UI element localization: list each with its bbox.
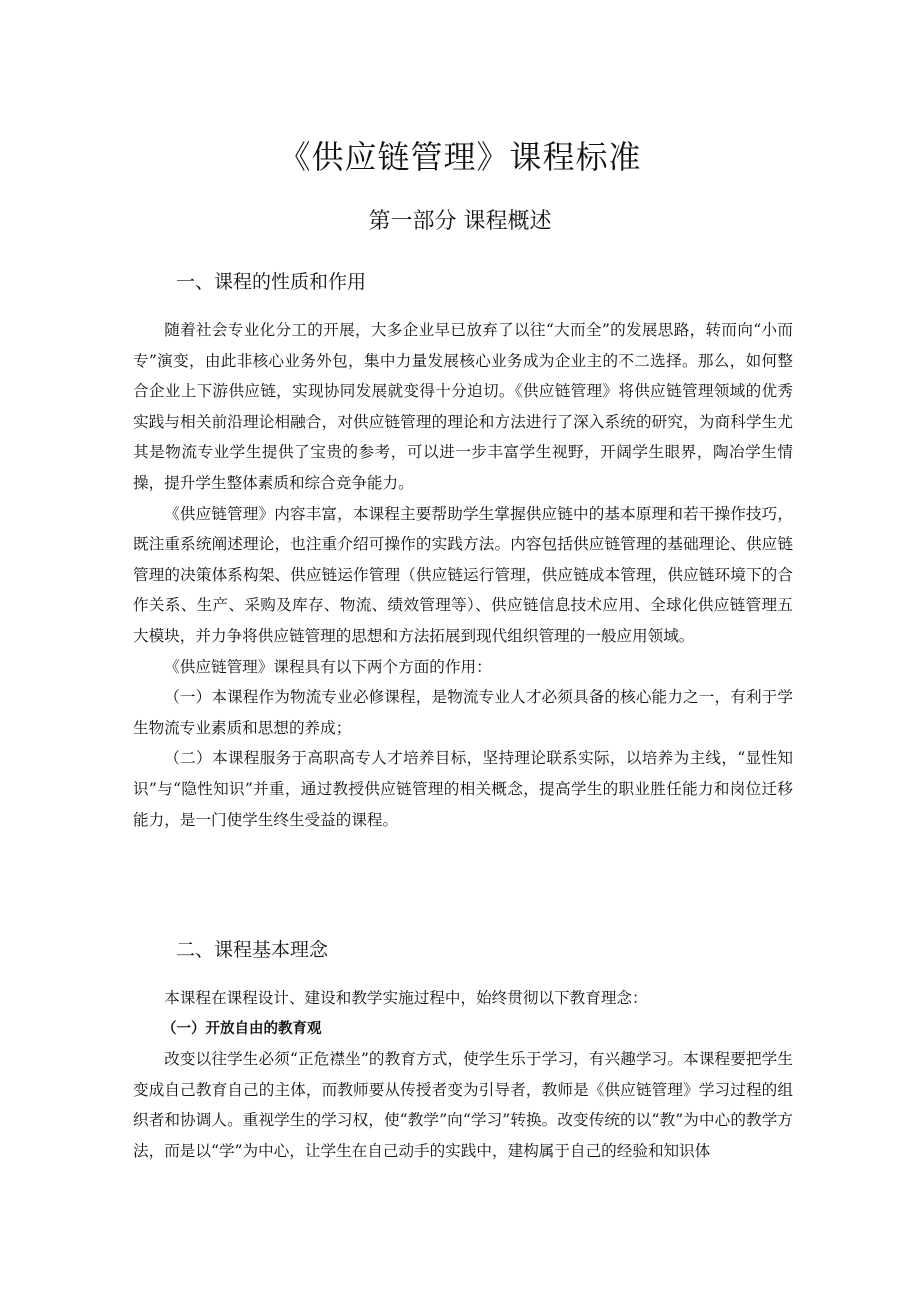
subheading-open-education: （一）开放自由的教育观 [162, 1020, 322, 1037]
section-body-nature [133, 315, 793, 835]
paragraph: （二）本课程服务于高职高专人才培养目标，坚持理论联系实际，以培养为主线，“显性知识”与“隐性知识”并重，通过教授供应链管理的相关概念，提高学生的职业胜任能力和岗位迁移能力，是一门使学生终生受益的课程。 [133, 749, 793, 829]
paragraph: （一）本课程作为物流专业必修课程，是物流专业人才必须具备的核心能力之一，有利于学生物流专业素质和思想的养成； [133, 688, 793, 737]
section-heading-philosophy: 二、课程基本理念 [176, 939, 329, 961]
section-body-philosophy [133, 983, 793, 1167]
paragraph: 随着社会专业化分工的开展，大多企业早已放弃了以往“大而全”的发展思路，转而向“小而专”演变，由此非核心业务外包，集中力量发展核心业务成为企业主的不二选择。那么，如何整合企业上下游供应链，实现协同发展就变得十分迫切。《供应链管理》将供应链管理领域的优秀实践与相关前沿理论相融合，对供应链管理的理论和方法进行了深入系统的研究，为商科学生尤其是物流专业学生提供了宝贵的参考，可以进一步丰富学生视野，开阔学生眼界，陶冶学生情操，提升学生整体素质和综合竞争能力。 [133, 321, 793, 492]
section-heading-nature: 一、课程的性质和作用 [176, 271, 367, 293]
paragraph-intro: 本课程在课程设计、建设和教学实施过程中，始终贯彻以下教育理念： [164, 989, 648, 1007]
paragraph: 改变以往学生必须“正危襟坐”的教育方式，使学生乐于学习，有兴趣学习。本课程要把学生变成自己教育自己的主体，而教师要从传授者变为引导者，教师是《供应链管理》学习过程的组织者和协调人。重视学生的学习权，使“教学”向“学习”转换。改变传统的以“教”为中心的教学方法，而是以“学”为中心，让学生在自己动手的实践中，建构属于自己的经验和知识体 [133, 1050, 793, 1160]
document-title: 《供应链管理》课程标准 [278, 138, 642, 176]
part-heading: 第一部分 课程概述 [368, 209, 552, 234]
paragraph: 《供应链管理》内容丰富，本课程主要帮助学生掌握供应链中的基本原理和若干操作技巧，既注重系统阐述理论，也注重介绍可操作的实践方法。内容包括供应链管理的基础理论、供应链管理的决策体系构架、供应链运作管理（供应链运行管理，供应链成本管理，供应链环境下的合作关系、生产、采购及库存、物流、绩效管理等）、供应链信息技术应用、全球化供应链管理五大模块，并力争将供应链管理的思想和方法拓展到现代组织管理的一般应用领域。 [133, 504, 793, 645]
paragraph: 《供应链管理》课程具有以下两个方面的作用： [164, 657, 492, 676]
